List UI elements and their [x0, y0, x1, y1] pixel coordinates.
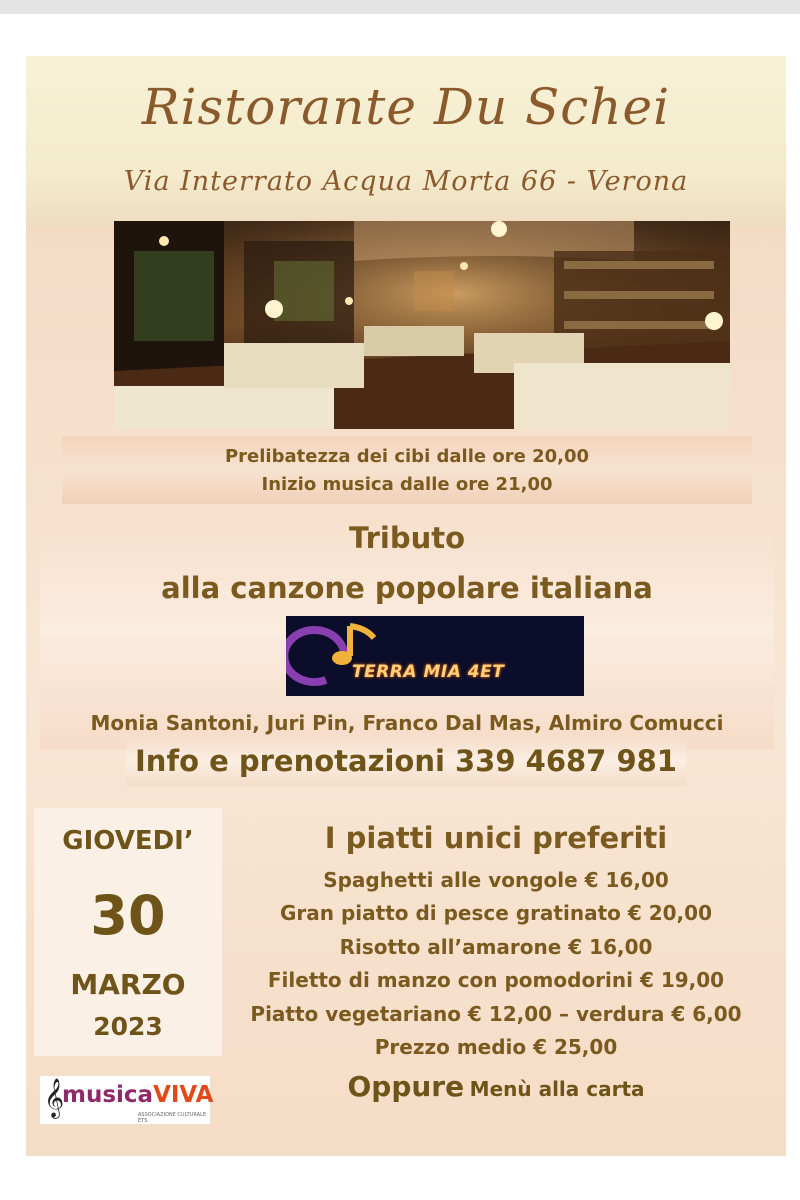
header-band [26, 56, 786, 228]
restaurant-interior-photo [114, 221, 730, 429]
music-note-icon [286, 616, 584, 696]
treble-clef-icon: 𝄞 [44, 1078, 65, 1118]
menu-item: Spaghetti alle vongole € 16,00 [323, 868, 669, 892]
date-month: MARZO [70, 968, 186, 1001]
food-hours: Prelibatezza dei cibi dalle ore 20,00 [224, 446, 590, 467]
oppure-label: Oppure [347, 1070, 465, 1103]
menu-item: Risotto all’amarone € 16,00 [339, 934, 653, 959]
sponsor-subtitle: ASSOCIAZIONE CULTURALE ETS [138, 1112, 207, 1124]
menu-item: Gran piatto di pesce gratinato € 20,00 [279, 901, 712, 926]
alternative-menu [226, 1070, 766, 1103]
top-bar [0, 0, 800, 14]
event-poster [26, 56, 786, 1156]
menu-section [226, 816, 766, 1064]
hours-box [62, 436, 752, 504]
menu-title: I piatti unici preferiti [324, 821, 668, 855]
music-hours: Inizio musica dalle ore 21,00 [261, 474, 553, 495]
date-box [34, 808, 222, 1056]
musicians-list: Monia Santoni, Juri Pin, Franco Dal Mas, Almiro Comucci [90, 711, 724, 735]
date-number: 30 [90, 884, 166, 947]
date-year: 2023 [93, 1012, 163, 1041]
restaurant-address: Via Interrato Acqua Morta 66 - Verona [123, 166, 689, 197]
a-la-carte-label: Menù alla carta [469, 1077, 645, 1101]
menu-item: Piatto vegetariano € 12,00 – verdura € 6,00 [250, 1001, 742, 1026]
band-name: TERRA MIA 4ET [352, 662, 505, 682]
menu-item: Filetto di manzo con pomodorini € 19,00 [267, 968, 725, 993]
booking-info: Info e prenotazioni 339 4687 981 [126, 736, 686, 786]
tribute-subheading: alla canzone popolare italiana [161, 571, 653, 605]
sponsor-name-part1: musica [62, 1082, 154, 1108]
sponsor-name [62, 1082, 213, 1108]
tribute-heading: Tributo [348, 521, 466, 555]
tribute-box [40, 511, 774, 749]
band-logo [286, 616, 584, 696]
sponsor-name-part2: VIVA [153, 1082, 214, 1108]
musicaviva-logo [40, 1076, 214, 1124]
date-weekday: GIOVEDI’ [62, 826, 194, 856]
restaurant-title: Ristorante Du Schei [141, 78, 671, 136]
menu-average-price: Prezzo medio € 25,00 [374, 1035, 618, 1060]
